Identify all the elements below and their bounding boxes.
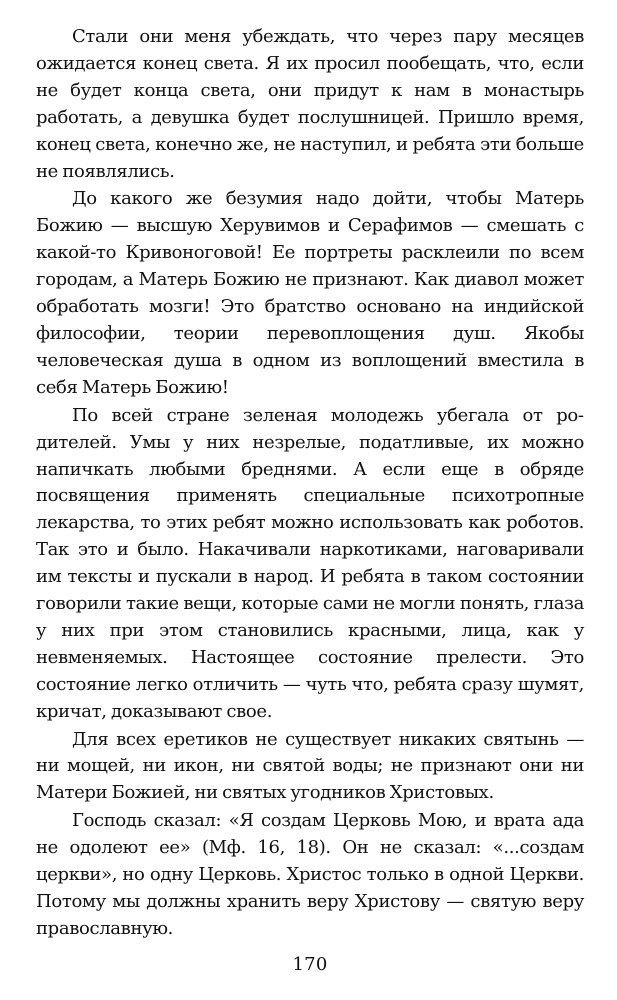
- body-text: [36, 24, 584, 943]
- paragraph-2: До какого же безумия надо дойти, чтобы Матерь Божию — высшую Херувимов и Серафимов — смешать с какой-то Кривоноговой! Ее портреты расклеили по всем городам, а Матерь Божию не признают. Как диавол может обработать мозги! Это братство основано на индийской философии, теории перевоплощения душ. Якобы человеческая душа в одном из воплощений вместила в себя Матерь Божию!: [36, 188, 584, 398]
- paragraph-3: По всей стране зеленая молодежь убегала от родителей. Умы у них незрелые, податливые, их можно напичкать любыми бреднями. А если еще в обряде посвящения применять специальные психотропные лекарства, то этих ребят можно использовать как роботов. Так это и было. Накачивали наркотиками, наговаривали им тексты и пускали в народ. И ребята в таком состоянии говорили такие вещи, которые сами не могли понять, глаза у них при этом становились красными, лица, как у невменяемых. Настоящее состояние прелести. Это состояние легко отличить — чуть что, ребята сразу шумят, кричат, доказывают свое.: [36, 404, 584, 722]
- page-number: 170: [292, 954, 328, 975]
- paragraph-4: Для всех еретиков не существует никаких святынь — ни мощей, ни икон, ни святой воды; не признают они ни Матери Божией, ни святых угодников Христовых.: [36, 728, 584, 804]
- paragraph-1: Стали они меня убеждать, что через пару месяцев ожидается конец света. Я их просил пообещать, что, если не будет конца света, они придут к нам в монастырь работать, а девушка будет послушницей. Пришло время, конец света, конечно же, не наступил, и ребята эти больше не появлялись.: [36, 26, 584, 182]
- book-page: [36, 24, 584, 984]
- paragraph-5: Господь сказал: «Я создам Церковь Мою, и врата ада не одолеют ее» (Мф. 16, 18). Он не сказал: «...создам церкви», но одну Церковь. Христос только в одной Церкви. Потому мы должны хранить веру Христову — святую веру православную.: [36, 810, 584, 939]
